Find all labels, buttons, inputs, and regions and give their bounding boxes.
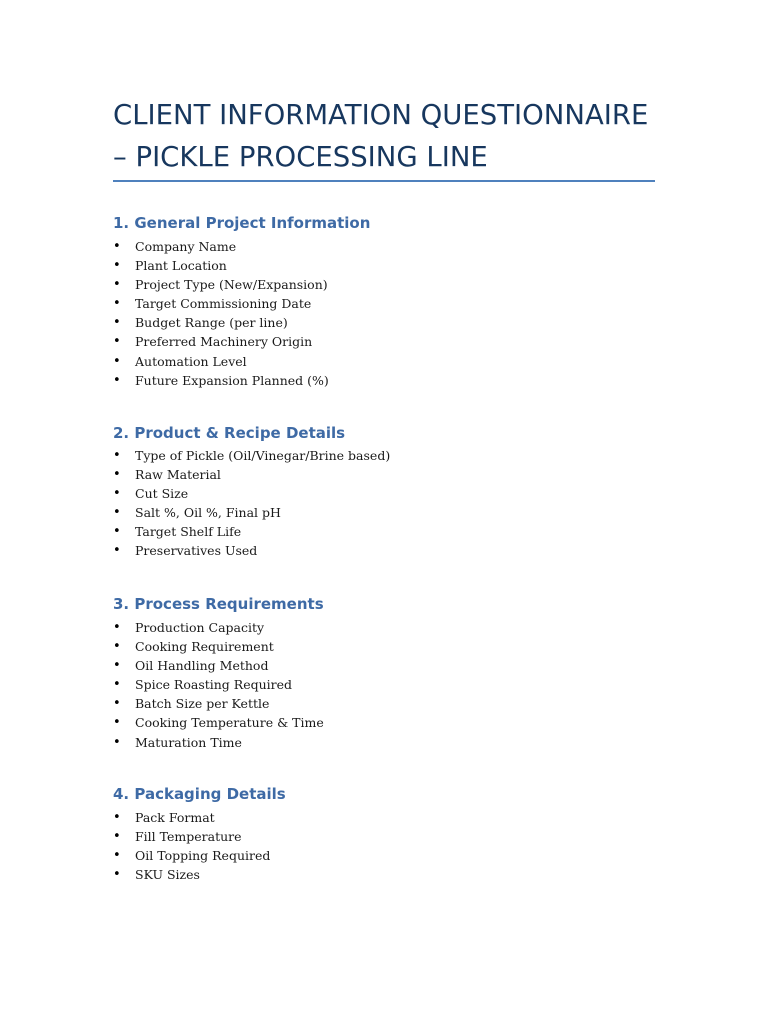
- list-item-text: Salt %, Oil %, Final pH: [135, 505, 281, 521]
- section-list-product-recipe-details: [113, 446, 390, 561]
- list-item-text: Batch Size per Kettle: [135, 696, 270, 712]
- bullet-icon: •: [113, 829, 121, 845]
- list-item-text: Budget Range (per line): [135, 315, 288, 331]
- list-item: [113, 694, 324, 713]
- bullet-icon: •: [113, 734, 121, 750]
- list-item-text: Pack Format: [135, 810, 215, 825]
- bullet-icon: •: [113, 696, 121, 712]
- list-item: [113, 256, 329, 275]
- list-item: [113, 371, 329, 390]
- list-item: [113, 675, 324, 694]
- bullet-icon: •: [113, 277, 121, 293]
- list-item-text: Maturation Time: [135, 734, 242, 750]
- section-list-general-project-information: [113, 237, 329, 390]
- list-item: [113, 541, 390, 560]
- list-item-text: Plant Location: [135, 258, 227, 274]
- list-item: [113, 294, 329, 313]
- list-item-text: Preferred Machinery Origin: [135, 334, 313, 350]
- bullet-icon: •: [113, 315, 121, 331]
- list-item: [113, 465, 390, 484]
- bullet-icon: •: [113, 715, 121, 731]
- list-item: [113, 808, 270, 827]
- bullet-icon: •: [113, 372, 121, 388]
- list-item-text: Type of Pickle (Oil/Vinegar/Brine based): [135, 448, 391, 463]
- list-item-text: Future Expansion Planned (%): [135, 372, 329, 388]
- bullet-icon: •: [113, 296, 121, 312]
- list-item-text: Target Shelf Life: [135, 524, 242, 540]
- list-item: [113, 503, 390, 522]
- list-item-text: Oil Topping Required: [135, 848, 271, 864]
- bullet-icon: •: [113, 448, 121, 463]
- list-item-text: Cooking Temperature & Time: [135, 715, 324, 731]
- list-item: [113, 637, 324, 656]
- bullet-icon: •: [113, 620, 121, 635]
- list-item: [113, 865, 270, 884]
- section-list-packaging-details: [113, 808, 270, 884]
- section-heading-general-project-information: 1. General Project Information: [113, 214, 371, 232]
- list-item-text: Target Commissioning Date: [135, 296, 312, 312]
- title-underline: [113, 180, 655, 182]
- bullet-icon: •: [113, 639, 121, 655]
- bullet-icon: •: [113, 334, 121, 350]
- document-title: CLIENT INFORMATION QUESTIONNAIRE – PICKLE PROCESSING LINE: [113, 99, 649, 173]
- list-item: [113, 352, 329, 371]
- list-item: [113, 656, 324, 675]
- list-item: [113, 484, 390, 503]
- list-item: [113, 446, 390, 465]
- section-list-process-requirements: [113, 618, 324, 752]
- section-heading-process-requirements: 3. Process Requirements: [113, 595, 324, 613]
- list-item-text: Oil Handling Method: [135, 658, 269, 674]
- bullet-icon: •: [113, 239, 121, 254]
- list-item: [113, 827, 270, 846]
- section-heading-packaging-details: 4. Packaging Details: [113, 785, 286, 803]
- list-item-text: Raw Material: [135, 467, 221, 483]
- bullet-icon: •: [113, 524, 121, 540]
- list-item: [113, 275, 329, 294]
- list-item-text: SKU Sizes: [135, 867, 200, 883]
- bullet-icon: •: [113, 677, 121, 693]
- list-item: [113, 522, 390, 541]
- list-item: [113, 733, 324, 752]
- bullet-icon: •: [113, 810, 121, 825]
- list-item-text: Cooking Requirement: [135, 639, 274, 655]
- bullet-icon: •: [113, 658, 121, 674]
- list-item-text: Production Capacity: [135, 620, 265, 635]
- bullet-icon: •: [113, 867, 121, 883]
- list-item-text: Project Type (New/Expansion): [135, 277, 328, 293]
- list-item-text: Automation Level: [135, 353, 247, 369]
- bullet-icon: •: [113, 486, 121, 502]
- bullet-icon: •: [113, 258, 121, 274]
- list-item: [113, 846, 270, 865]
- bullet-icon: •: [113, 467, 121, 483]
- bullet-icon: •: [113, 543, 121, 559]
- list-item: [113, 618, 324, 637]
- list-item: [113, 713, 324, 732]
- section-heading-product-recipe-details: 2. Product & Recipe Details: [113, 424, 346, 442]
- list-item: [113, 313, 329, 332]
- bullet-icon: •: [113, 848, 121, 864]
- bullet-icon: •: [113, 505, 121, 521]
- list-item-text: Company Name: [135, 239, 237, 254]
- list-item: [113, 237, 329, 256]
- bullet-icon: •: [113, 353, 121, 369]
- list-item-text: Fill Temperature: [135, 829, 242, 845]
- list-item: [113, 332, 329, 351]
- list-item-text: Cut Size: [135, 486, 189, 502]
- list-item-text: Preservatives Used: [135, 543, 258, 559]
- list-item-text: Spice Roasting Required: [135, 677, 293, 693]
